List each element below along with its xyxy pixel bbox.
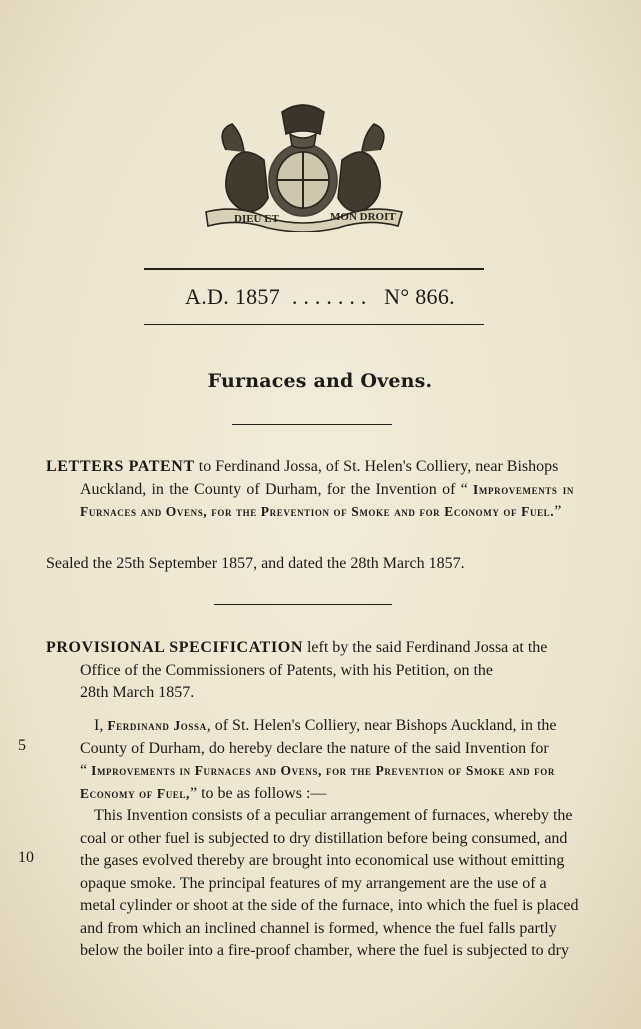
line-number: 10 (18, 849, 34, 866)
text-line: Economy of Fuel,” to be as follows :— (80, 784, 327, 802)
text-line: and from which an inclined channel is formed, whence the fuel falls partly (80, 919, 557, 937)
text-line: below the boiler into a fire-proof chamber, where the fuel is subjected to dry (80, 942, 569, 959)
title-rule (232, 424, 392, 425)
patent-header (100, 284, 540, 310)
letters-patent-paragraph: LETTERS PATENT to Ferdinand Jossa, of St. Helen's Colliery, near Bishops Auckland, in the County of Durham, for the Invention of “ Improvements in Furnaces and Ovens, for the Prevention of Smoke and for Economy of Fuel.” (46, 458, 574, 520)
text-line: “ Improvements in Furnaces and Ovens, for the Prevention of Smoke and for (80, 762, 555, 779)
text-line: coal or other fuel is subjected to dry distillation before being consumed, and (80, 829, 568, 847)
page-title: Furnaces and Ovens. (207, 370, 433, 392)
text-line: metal cylinder or shoot at the side of the furnace, into which the fuel is placed (80, 897, 579, 914)
sealed-line: Sealed the 25th September 1857, and dated the 28th March 1857. (46, 555, 465, 572)
text-line: County of Durham, do hereby declare the nature of the said Invention for (80, 739, 549, 757)
text-line: This Invention consists of a peculiar arrangement of furnaces, whereby the (94, 807, 573, 824)
text-line: opaque smoke. The principal features of my arrangement are the use of a (80, 874, 547, 892)
leader-dots: ....... (291, 284, 373, 309)
svg-text:DIEU ET: DIEU ET (234, 213, 279, 225)
patent-number: N° 866. (384, 284, 455, 309)
top-rule (144, 268, 484, 270)
svg-text:MON DROIT: MON DROIT (330, 211, 396, 223)
text-line: the gases evolved thereby are brought into economical use without emitting (80, 852, 565, 869)
year-label: A.D. 1857 (185, 284, 281, 309)
specification-body (46, 715, 579, 963)
text-line: I, Ferdinand Jossa, of St. Helen's Colliery, near Bishops Auckland, in the (94, 717, 557, 734)
header-rule (144, 324, 484, 325)
royal-coat-of-arms-icon (198, 100, 408, 232)
letters-patent-lead: LETTERS PATENT (46, 458, 195, 475)
line-number: 5 (18, 737, 26, 754)
section-rule (214, 604, 392, 605)
provisional-lead: PROVISIONAL SPECIFICATION (46, 639, 303, 656)
provisional-paragraph: PROVISIONAL SPECIFICATION left by the said Ferdinand Jossa at the Office of the Commissioners of Patents, with his Petition, on the 28th March 1857. (46, 639, 548, 701)
